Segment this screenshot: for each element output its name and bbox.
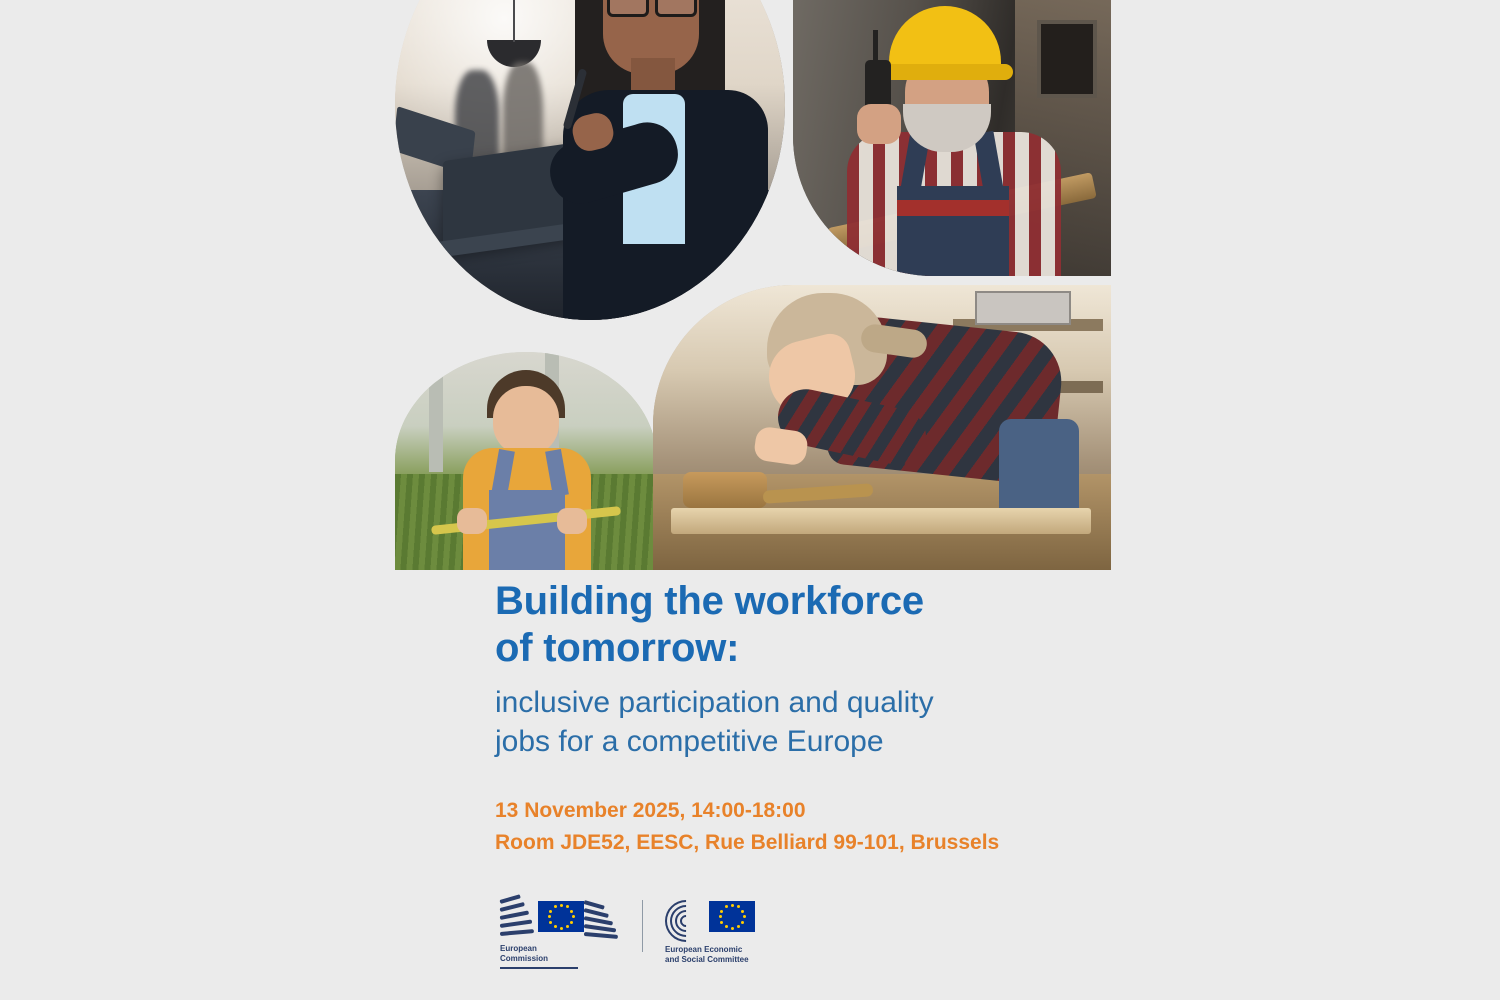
photo-woman-carpenter-at-workbench [653,285,1111,570]
tool-belt [897,200,1009,216]
face [493,386,559,456]
hand [557,508,587,534]
page-title [495,578,1295,672]
title-line-1: Building the workforce [495,579,924,623]
ec-wave-right-icon [584,898,620,942]
logo-row [500,898,795,969]
ec-underline [500,967,578,969]
eesc-logo [665,898,795,966]
ec-wordmark-line-1: European [500,944,537,953]
poster-text-block [495,578,1295,879]
photo-construction-worker-with-radio [793,0,1111,276]
eesc-emblem [665,898,795,942]
photo-office-woman-at-laptop [395,0,785,320]
eesc-wordmark-line-2: and Social Committee [665,955,749,965]
eesc-swoosh-icon [665,900,705,938]
office-worker-figure [545,0,785,320]
greenhouse-post [429,352,443,472]
subtitle-line-1: inclusive participation and quality [495,686,934,720]
title-line-2: of tomorrow: [495,626,740,671]
hand [857,104,901,144]
denim-overalls [489,490,565,570]
logo-divider [642,900,643,952]
event-date-time: 13 November 2025, 14:00-18:00 [495,799,806,823]
subtitle-line-2: jobs for a competitive Europe [495,724,884,758]
office-scene [395,0,785,320]
ec-wave-left-icon [500,898,536,942]
mallet-icon [683,472,767,508]
glasses-icon [607,0,697,11]
ec-wordmark [500,944,620,964]
eu-flag-icon [538,901,584,932]
ec-emblem [500,898,620,942]
wood-plank-prop [671,508,1091,534]
eu-stars [719,904,745,930]
eesc-wordmark [665,945,795,966]
eu-stars [548,904,574,930]
ec-wordmark-line-2: Commission [500,954,549,963]
eu-flag-icon [709,901,755,932]
page-subtitle [495,684,1295,761]
young-worker-figure [453,370,603,570]
eesc-wordmark-line-1: European Economic [665,945,743,954]
hand [457,508,487,534]
european-commission-logo [500,898,620,969]
photo-young-man-with-hose [395,352,657,570]
event-venue: Room JDE52, EESC, Rue Belliard 99-101, Brussels [495,830,1000,854]
window [1037,20,1097,98]
image-collage [395,0,1110,570]
event-details [495,795,1295,858]
